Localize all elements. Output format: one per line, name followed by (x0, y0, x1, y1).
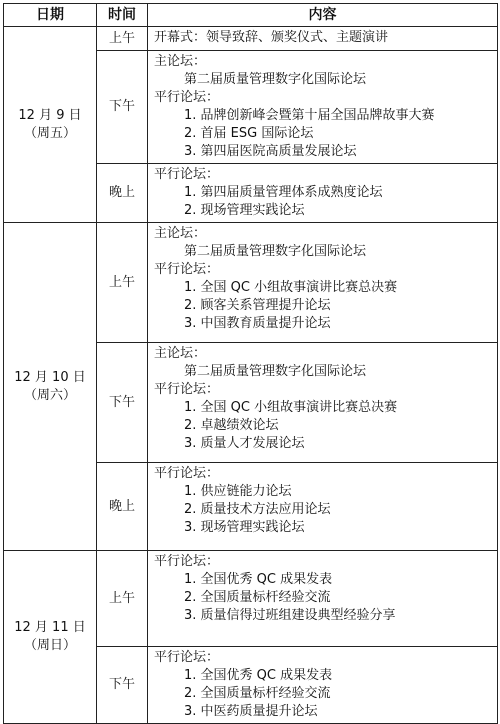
header-row (4, 4, 498, 27)
schedule-table (3, 3, 498, 724)
content-item: 1. 全国 QC 小组故事演讲比赛总决赛 (184, 280, 398, 295)
date-cell (4, 551, 97, 724)
weekday-label: （周五） (23, 125, 76, 141)
date-label: 12 月 9 日 (18, 107, 82, 123)
content-item: 1. 全国优秀 QC 成果发表 (184, 668, 333, 683)
time-cell: 下午 (97, 647, 148, 724)
content-heading: 平行论坛： (154, 382, 220, 397)
schedule-row (4, 551, 498, 647)
content-item: 3. 中医药质量提升论坛 (184, 704, 318, 719)
content-cell (148, 164, 498, 223)
header-time: 时间 (97, 4, 148, 27)
content-item: 3. 第四届医院高质量发展论坛 (184, 144, 357, 159)
weekday-label: （周六） (23, 387, 76, 403)
content-item: 2. 首届 ESG 国际论坛 (184, 126, 314, 141)
header-content: 内容 (148, 4, 498, 27)
date-label: 12 月 11 日 (14, 620, 86, 635)
content-heading: 平行论坛： (154, 262, 220, 277)
content-heading: 开幕式：领导致辞、颁奖仪式、主题演讲 (154, 30, 389, 45)
content-item: 2. 全国质量标杆经验交流 (184, 590, 331, 605)
content-item: 2. 质量技术方法应用论坛 (184, 502, 331, 517)
time-cell: 晚上 (97, 164, 148, 223)
content-heading: 主论坛： (154, 54, 207, 69)
content-heading: 平行论坛： (154, 90, 220, 105)
time-cell: 晚上 (97, 463, 148, 551)
content-cell (148, 551, 498, 647)
content-heading: 主论坛： (154, 226, 207, 241)
schedule-row (4, 27, 498, 51)
content-item: 2. 现场管理实践论坛 (184, 203, 305, 218)
content-cell (148, 223, 498, 343)
time-cell: 上午 (97, 27, 148, 51)
content-item: 3. 中国教育质量提升论坛 (184, 316, 331, 331)
content-item: 1. 供应链能力论坛 (184, 484, 292, 499)
content-cell (148, 51, 498, 164)
content-item: 1. 品牌创新峰会暨第十届全国品牌故事大赛 (184, 108, 435, 123)
time-cell: 下午 (97, 343, 148, 463)
content-item: 3. 质量信得过班组建设典型经验分享 (184, 608, 396, 623)
content-heading: 平行论坛： (154, 650, 220, 665)
content-item: 2. 全国质量标杆经验交流 (184, 686, 331, 701)
content-heading: 平行论坛： (154, 466, 220, 481)
time-cell: 上午 (97, 223, 148, 343)
content-cell (148, 343, 498, 463)
time-cell: 下午 (97, 51, 148, 164)
content-item: 1. 第四届质量管理体系成熟度论坛 (184, 185, 383, 200)
date-label: 12 月 10 日 (14, 369, 86, 385)
content-item: 2. 顾客关系管理提升论坛 (184, 298, 331, 313)
content-item: 1. 全国 QC 小组故事演讲比赛总决赛 (184, 400, 398, 415)
schedule-row (4, 223, 498, 343)
content-item: 2. 卓越绩效论坛 (184, 418, 279, 433)
date-cell (4, 27, 97, 223)
content-heading: 主论坛： (154, 346, 207, 361)
time-cell: 上午 (97, 551, 148, 647)
content-heading: 平行论坛： (154, 167, 220, 182)
content-heading: 平行论坛： (154, 554, 220, 569)
weekday-label: （周日） (23, 638, 76, 653)
header-date: 日期 (4, 4, 97, 27)
content-cell (148, 27, 498, 51)
schedule-body (4, 27, 498, 724)
date-cell (4, 223, 97, 551)
content-cell (148, 463, 498, 551)
content-item: 1. 全国优秀 QC 成果发表 (184, 572, 333, 587)
content-item: 第二届质量管理数字化国际论坛 (184, 72, 367, 87)
content-cell (148, 647, 498, 724)
content-item: 第二届质量管理数字化国际论坛 (184, 364, 367, 379)
content-item: 第二届质量管理数字化国际论坛 (184, 244, 367, 259)
content-item: 3. 质量人才发展论坛 (184, 436, 305, 451)
content-item: 3. 现场管理实践论坛 (184, 520, 305, 535)
